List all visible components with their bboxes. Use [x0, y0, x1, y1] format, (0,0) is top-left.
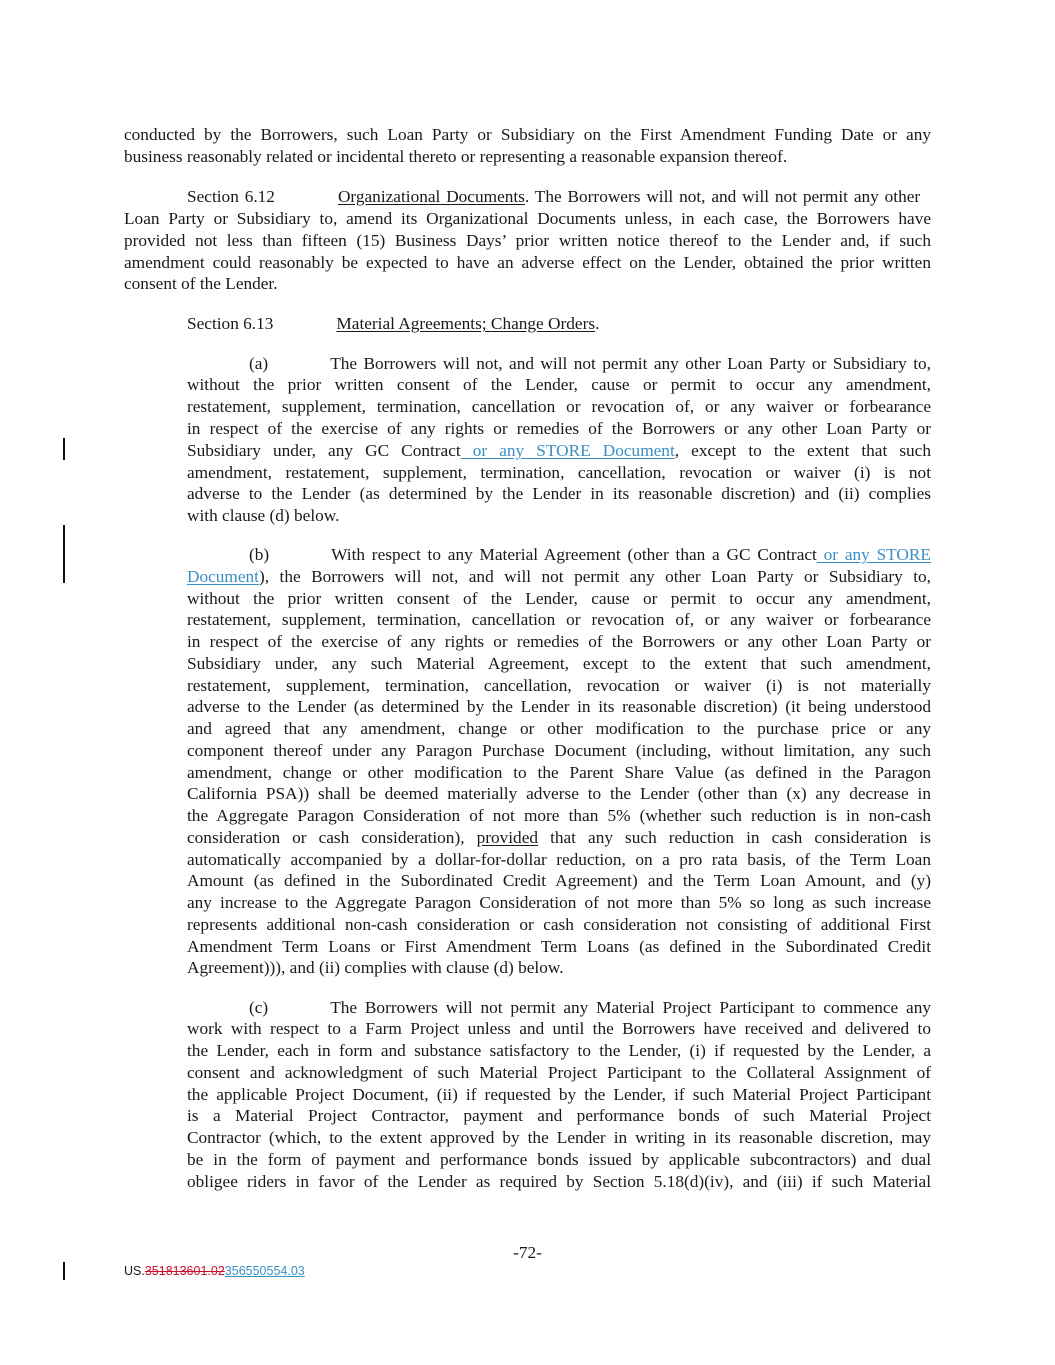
- para-b-line: Subsidiary under, any such Material Agreement, except to the extent that such amendment,: [187, 654, 931, 673]
- para-b-line: in respect of the exercise of any rights or remedies of the Borrowers or any other Loan Party or: [187, 632, 931, 651]
- para-b-second-line: [187, 566, 931, 588]
- para-c-line: obligee riders in favor of the Lender as required by Section 5.18(d)(iv), and (iii) if such Material: [187, 1172, 931, 1191]
- para-c-first-line: [249, 997, 931, 1019]
- para-c-line: be in the form of payment and performance bonds issued by applicable subcontractors) and dual: [187, 1150, 931, 1169]
- intro-line: conducted by the Borrowers, such Loan Party or Subsidiary on the First Amendment Funding Date or any: [124, 125, 931, 144]
- section-612-first-line-text: . The Borrowers will not, and will not permit any other: [524, 187, 921, 206]
- para-a-line: in respect of the exercise of any rights or remedies of the Borrowers or any other Loan Party or: [187, 419, 931, 438]
- para-c-label: (c): [249, 998, 269, 1017]
- para-b-line: and agreed that any amendment, change or other modification to the purchase price or any: [187, 719, 931, 738]
- para-a-first-text: The Borrowers will not, and will not permit any other Loan Party or Subsidiary to,: [330, 354, 931, 373]
- para-b-line: without the prior written consent of the Lender, cause or permit to occur any amendment,: [187, 589, 931, 608]
- section-613-title-suffix: .: [595, 314, 600, 333]
- para-c-line: consent and acknowledgment of such Material Project Participant to the Collateral Assignment of: [187, 1063, 931, 1082]
- para-c-line: the Lender, each in form and substance satisfactory to the Lender, (i) if requested by the Lender, a: [187, 1041, 931, 1060]
- section-612-title: Organizational Documents: [337, 187, 525, 206]
- section-612-line: provided not less than fifteen (15) Business Days’ prior written notice thereof to the Lender and, if such: [124, 231, 931, 250]
- para-c-line: the applicable Project Document, (ii) if requested by the Lender, if such Material Project Participant: [187, 1085, 931, 1104]
- para-b-first-line: [249, 544, 931, 566]
- para-a-line: adverse to the Lender (as determined by the Lender in its reasonable discretion) and (ii) complies: [187, 484, 931, 503]
- para-b-second-suffix: ), the Borrowers will not, and will not permit any other Loan Party or Subsidiary to,: [259, 567, 931, 586]
- para-c-line: work with respect to a Farm Project unless and until the Borrowers have received and delivered to: [187, 1019, 931, 1038]
- para-b-line: restatement, supplement, termination, cancellation, revocation or waiver (i) is not materially: [187, 676, 931, 695]
- change-bar: [63, 525, 65, 583]
- para-b-provided-line: [187, 827, 931, 849]
- para-b-line: amendment, change or other modification to the Parent Share Value (as defined in the Paragon: [187, 763, 931, 782]
- section-612-line: Loan Party or Subsidiary to, amend its Organizational Documents unless, in each case, the Borrowers have: [124, 209, 931, 228]
- para-b-line: automatically accompanied by a dollar-for-dollar reduction, on a pro rata basis, of the Term Loan: [187, 850, 931, 869]
- para-b-line: Amount (as defined in the Subordinated Credit Agreement) and the Term Loan Amount, and (y): [187, 871, 931, 890]
- para-b-first-text: With respect to any Material Agreement (other than a GC Contract: [331, 545, 817, 564]
- para-b-line: Amendment Term Loans or First Amendment Term Loans (as defined in the Subordinated Credit: [187, 937, 931, 956]
- deleted-doc-id: 351813601.02: [144, 1264, 225, 1278]
- para-b-provided-prefix: consideration or cash consideration),: [187, 828, 477, 847]
- para-a-insert-prefix: Subsidiary under, any GC Contract: [187, 441, 461, 460]
- para-a-insert-line: [187, 440, 931, 462]
- change-bar: [63, 1262, 65, 1280]
- para-b-line: any increase to the Aggregate Paragon Consideration of not more than 5% so long as such increase: [187, 893, 931, 912]
- para-b-line: restatement, supplement, termination, cancellation or revocation of, or any waiver or forbearance: [187, 610, 931, 629]
- provided-term: provided: [476, 828, 539, 847]
- section-612-heading-line: [187, 186, 931, 208]
- section-613-title: Material Agreements; Change Orders: [336, 314, 596, 333]
- intro-line: business reasonably related or incidental thereto or representing a reasonable expansion thereof.: [124, 147, 788, 166]
- section-613-heading-line: [187, 313, 931, 335]
- para-a-line: amendment, restatement, supplement, termination, cancellation, revocation or waiver (i) is not: [187, 463, 931, 482]
- inserted-text: or any STORE: [816, 545, 931, 564]
- section-612-line: consent of the Lender.: [124, 274, 278, 293]
- para-b-line: adverse to the Lender (as determined by the Lender in its reasonable discretion) (it being understood: [187, 697, 931, 716]
- para-b-label: (b): [249, 545, 270, 564]
- inserted-text: or any STORE Document: [460, 441, 675, 460]
- para-c-line: Contractor (which, to the extent approved by the Lender in writing in its reasonable discretion, may: [187, 1128, 931, 1147]
- para-b-provided-suffix: that any such reduction in cash consideration is: [538, 828, 931, 847]
- para-a-label: (a): [249, 354, 269, 373]
- para-c-first-text: The Borrowers will not permit any Material Project Participant to commence any: [330, 998, 931, 1017]
- para-b-line: the Aggregate Paragon Consideration of not more than 5% (whether such reduction is in non-cash: [187, 806, 931, 825]
- para-a-line: restatement, supplement, termination, cancellation or revocation of, or any waiver or forbearance: [187, 397, 931, 416]
- para-a-insert-suffix: , except to the extent that such: [674, 441, 931, 460]
- para-b-line: Agreement))), and (ii) complies with clause (d) below.: [187, 958, 564, 977]
- page-number: -72-: [513, 1243, 542, 1262]
- document-id-footer: [124, 1264, 305, 1278]
- change-bar: [63, 438, 65, 460]
- para-b-line: California PSA)) shall be deemed materially adverse to the Lender (other than (x) any decrease in: [187, 784, 931, 803]
- section-612-number: Section 6.12: [187, 187, 275, 206]
- para-a-line: with clause (d) below.: [187, 506, 340, 525]
- para-c-line: is a Material Project Contractor, payment and performance bonds of such Material Project: [187, 1106, 931, 1125]
- section-613-number: Section 6.13: [187, 314, 274, 333]
- inserted-text: Document: [187, 567, 259, 586]
- para-b-line: component thereof under any Paragon Purchase Document (including, without limitation, any such: [187, 741, 931, 760]
- section-612-line: amendment could reasonably be expected to have an adverse effect on the Lender, obtained the prior written: [124, 253, 931, 272]
- inserted-doc-id: 356550554.03: [224, 1264, 305, 1278]
- para-b-line: represents additional non-cash consideration or cash consideration not consisting of additional First: [187, 915, 931, 934]
- doc-id-prefix: US.: [124, 1264, 145, 1278]
- para-a-first-line: [249, 353, 931, 375]
- para-a-line: without the prior written consent of the Lender, cause or permit to occur any amendment,: [187, 375, 931, 394]
